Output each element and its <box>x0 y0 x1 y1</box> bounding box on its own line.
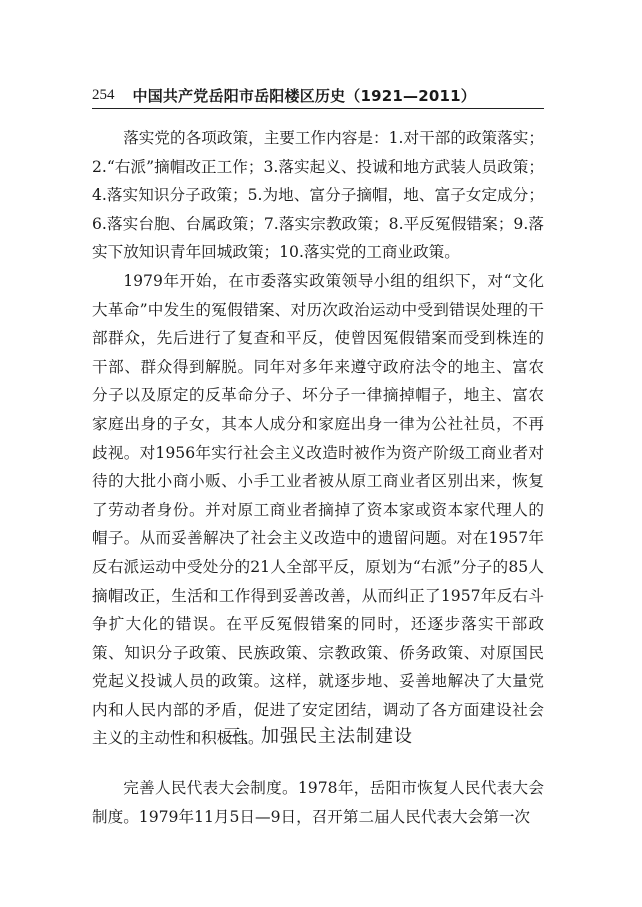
running-title: 中国共产党岳阳市岳阳楼区历史（1921—2011） <box>132 86 476 105</box>
paragraph-peoples-congress: 完善人民代表大会制度。1978年，岳阳市恢复人民代表大会制度。1979年11月5日—9日，召开第二届人民代表大会第一次 <box>92 779 544 826</box>
page-header <box>92 84 544 109</box>
paragraph-policy-items: 落实党的各项政策，主要工作内容是：1.对干部的政策落实；2.“右派”摘帽改正工作；3.落实起义、投诚和地方武装人员政策；4.落实知识分子政策；5.为地、富分子摘帽，地、富子女定成分；6.落实台胞、台属政策；7.落实宗教政策；8.平反冤假错案；9.落实下放知识青年回城政策；10.落实党的工商业政策。 <box>92 129 544 262</box>
paragraph-1979-rehabilitation: 1979年开始，在市委落实政策领导小组的组织下，对“文化大革命”中发生的冤假错案、对历次政治运动中受到错误处理的干部群众，先后进行了复查和平反，使曾因冤假错案而受到株连的干部、群众得到解脱。同年对多年来遵守政府法令的地主、富农分子以及原定的反革命分子、坏分子一律摘掉帽子，地主、富农家庭出身的子女，其本人成分和家庭出身一律为公社社员，不再歧视。对1956年实行社会主义改造时被作为资产阶级工商业者对待的大批小商小贩、小手工业者被从原工商业者区别出来，恢复了劳动者身份。并对原工商业者摘掉了资本家或资本家代理人的帽子。从而妥善解决了社会主义改造中的遗留问题。对在1957年反右派运动中受处分的21人全部平反，原划为“右派”分子的85人摘帽改正，生活和工作得到妥善改善，从而纠正了1957年反右斗争扩大化的错误。在平反冤假错案的同时，还逐步落实干部政策、知识分子政策、民族政策、宗教政策、侨务政策、对原国民党起义投诚人员的政策。这样，就逐步地、妥善地解决了大量党内和人民内部的矛盾，促进了安定团结，调动了各方面建设社会主义的主动性和积极性。 <box>92 271 544 748</box>
body-text-continued <box>92 774 544 831</box>
body-text <box>92 124 544 753</box>
page-number: 254 <box>92 86 115 103</box>
section-heading: 三、加强民主法制建设 <box>223 726 413 747</box>
